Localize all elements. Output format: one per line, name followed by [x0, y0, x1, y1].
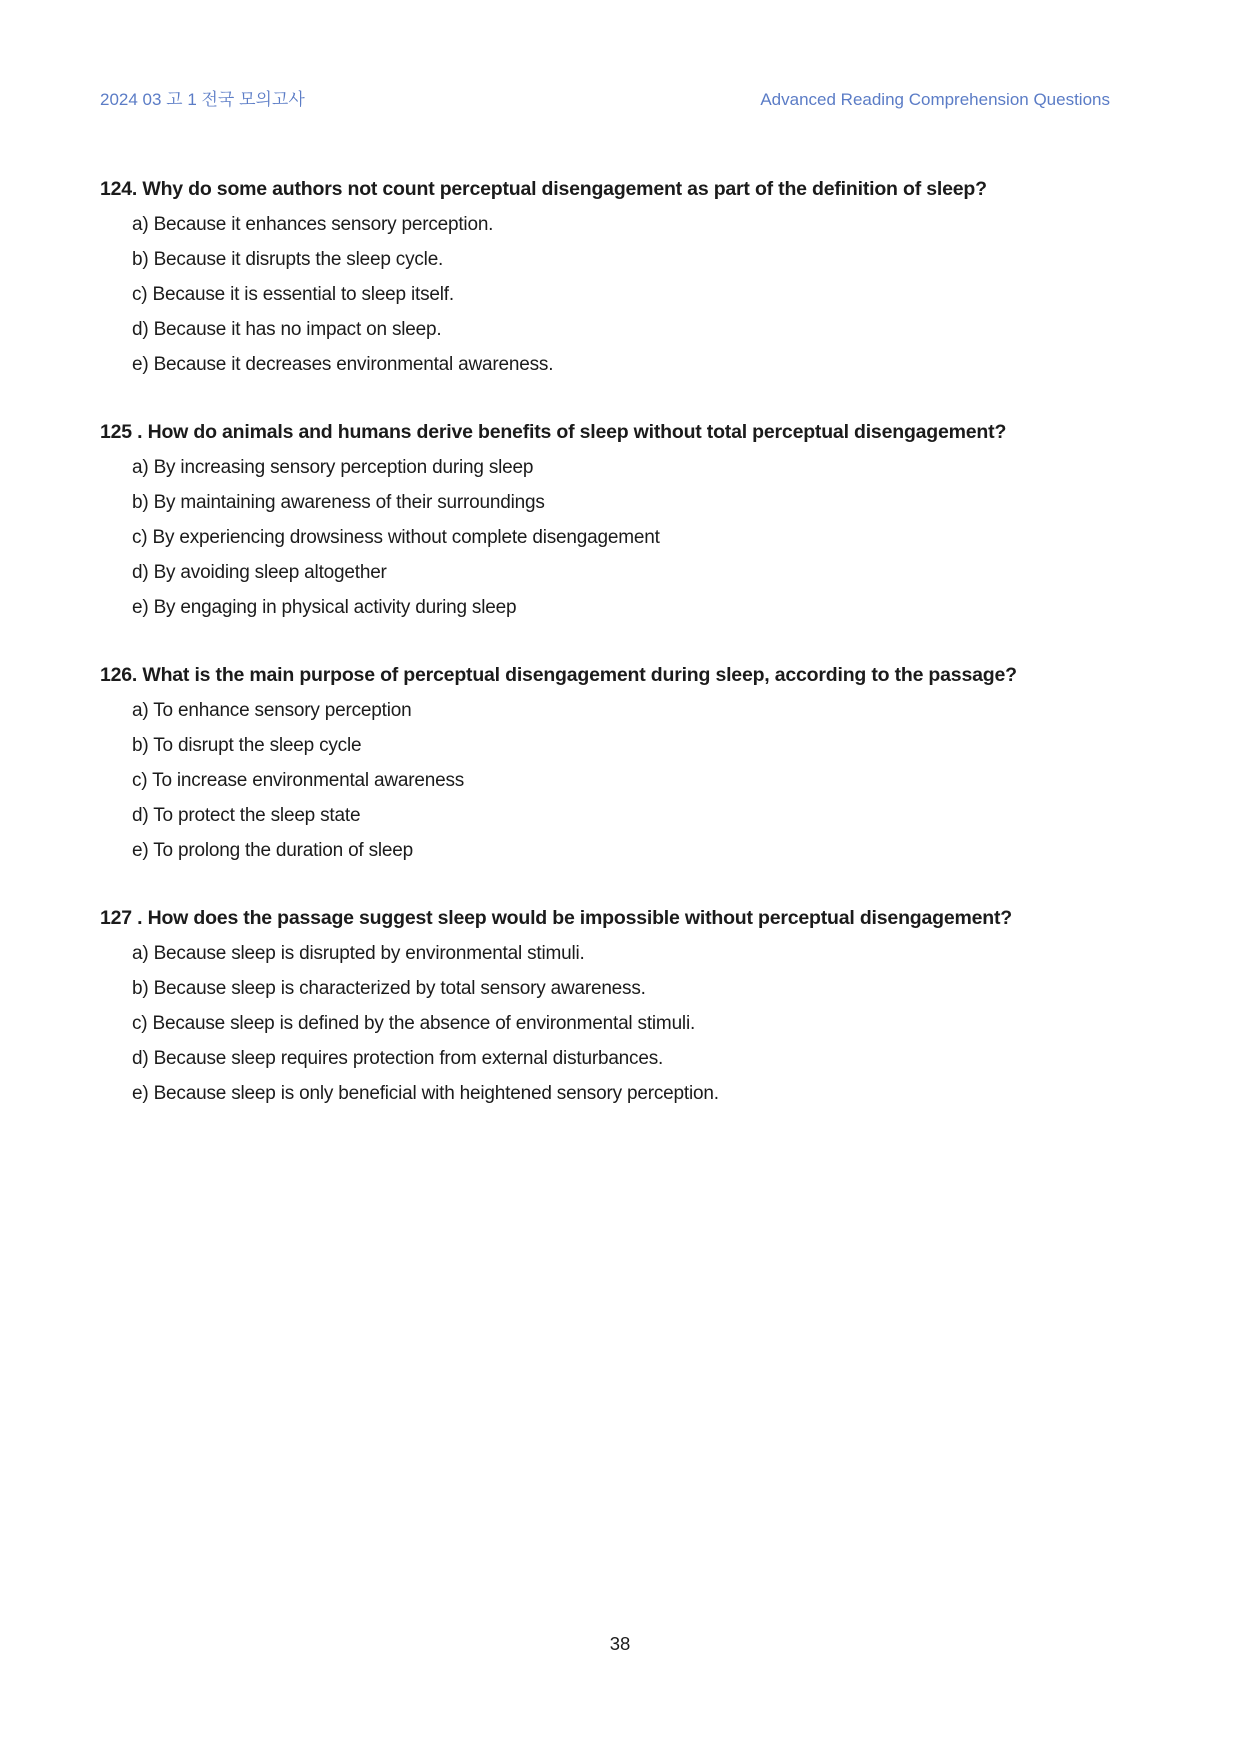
option-b: b) Because it disrupts the sleep cycle.	[132, 249, 444, 270]
options-list	[100, 450, 1128, 625]
page-footer	[0, 1632, 1240, 1656]
question-number: 125 .	[100, 421, 143, 443]
question-124	[100, 172, 1128, 382]
option-e: e) Because sleep is only beneficial with heightened sensory perception.	[132, 1083, 719, 1104]
question-126	[100, 658, 1128, 868]
exam-title: 2024 03 고 1 전국 모의고사	[100, 90, 305, 109]
option-c: c) Because sleep is defined by the absence of environmental stimuli.	[132, 1013, 696, 1034]
question-text: Why do some authors not count perceptual disengagement as part of the definition of sleep?	[142, 178, 987, 200]
options-list	[100, 936, 1128, 1111]
option-e: e) By engaging in physical activity during sleep	[132, 597, 517, 618]
option-c: c) Because it is essential to sleep itself.	[132, 284, 454, 305]
options-list	[100, 693, 1128, 868]
question-number: 127 .	[100, 907, 143, 929]
question-number: 126.	[100, 664, 138, 686]
questions-area	[100, 172, 1128, 1144]
question-stem	[100, 658, 1128, 693]
option-a: a) Because sleep is disrupted by environmental stimuli.	[132, 943, 585, 964]
option-d: d) Because it has no impact on sleep.	[132, 319, 442, 340]
question-text: How does the passage suggest sleep would be impossible without perceptual disengagement?	[147, 907, 1012, 929]
section-title: Advanced Reading Comprehension Questions	[760, 90, 1110, 109]
question-number: 124.	[100, 178, 138, 200]
question-stem	[100, 901, 1128, 936]
question-127	[100, 901, 1128, 1111]
option-a: a) By increasing sensory perception during sleep	[132, 457, 534, 478]
option-c: c) To increase environmental awareness	[132, 770, 465, 791]
option-d: d) Because sleep requires protection from external disturbances.	[132, 1048, 664, 1069]
option-a: a) To enhance sensory perception	[132, 700, 412, 721]
option-a: a) Because it enhances sensory perception.	[132, 214, 494, 235]
option-c: c) By experiencing drowsiness without complete disengagement	[132, 527, 660, 548]
option-e: e) To prolong the duration of sleep	[132, 840, 414, 861]
options-list	[100, 207, 1128, 382]
option-d: d) By avoiding sleep altogether	[132, 562, 387, 583]
option-d: d) To protect the sleep state	[132, 805, 361, 826]
option-b: b) Because sleep is characterized by total sensory awareness.	[132, 978, 646, 999]
page-number: 38	[609, 1633, 631, 1654]
question-125	[100, 415, 1128, 625]
question-text: How do animals and humans derive benefits of sleep without total perceptual disengagement?	[147, 421, 1007, 443]
option-e: e) Because it decreases environmental awareness.	[132, 354, 554, 375]
question-text: What is the main purpose of perceptual disengagement during sleep, according to the passage?	[142, 664, 1017, 686]
question-stem	[100, 415, 1128, 450]
page-header	[100, 88, 1110, 112]
option-b: b) To disrupt the sleep cycle	[132, 735, 362, 756]
option-b: b) By maintaining awareness of their surroundings	[132, 492, 545, 513]
question-stem	[100, 172, 1128, 207]
